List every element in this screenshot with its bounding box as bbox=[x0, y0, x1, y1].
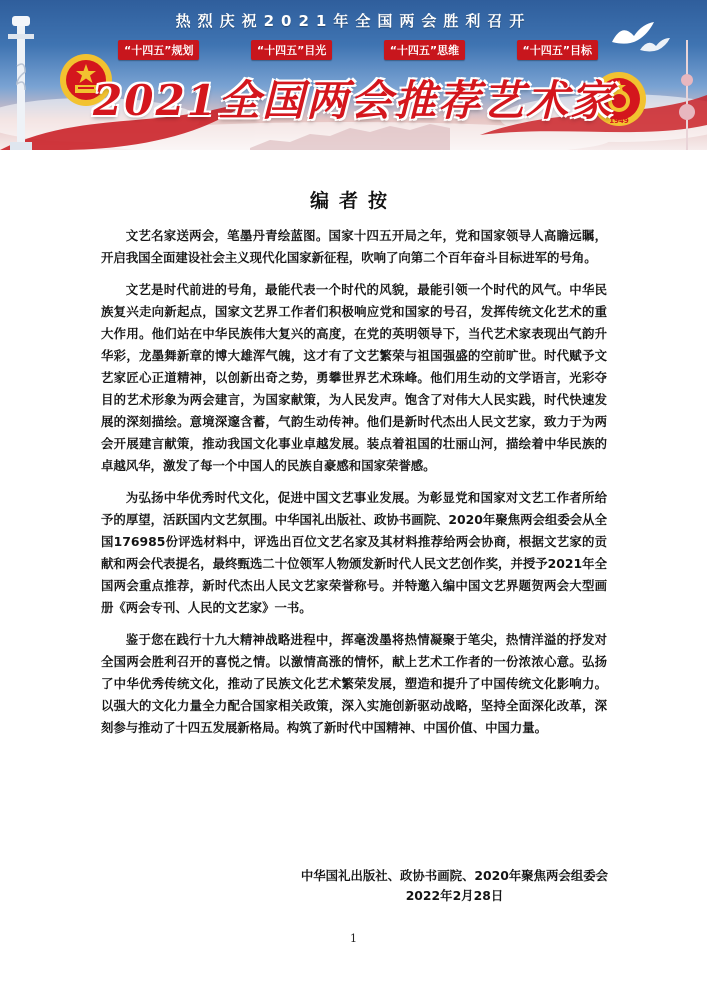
tag-vision: “十四五”目光 bbox=[251, 40, 332, 60]
signoff bbox=[301, 866, 608, 906]
tag-goal: “十四五”目标 bbox=[517, 40, 598, 60]
banner-title: 2021全国两会推荐艺术家 bbox=[93, 76, 614, 125]
header-banner bbox=[0, 0, 707, 150]
page-number: 1 bbox=[350, 932, 357, 945]
signoff-organizations: 中华国礼出版社、政协书画院、2020年聚焦两会组委会 bbox=[300, 868, 608, 883]
tag-thinking: “十四五”思维 bbox=[384, 40, 465, 60]
paragraph-4: 鉴于您在践行十九大精神战略进程中，挥毫泼墨将热情凝聚于笔尖，热情洋溢的抒发对全国两会胜利召开的喜悦之情。以激情高涨的情怀，献上艺术工作者的一份浓浓心意。弘扬了中华优秀传统文化，推动了民族文化艺术繁荣发展，塑造和提升了中国传统文化影响力。以强大的文化力量全力配合国家相关政策，深入实施创新驱动战略，坚持全面深化改革，深刻参与推动了十四五发展新格局。构筑了新时代中国精神、中国价值、中国力量。 bbox=[101, 632, 607, 735]
tag-plan: “十四五”规划 bbox=[118, 40, 199, 60]
celebration-line: 热烈庆祝2021年全国两会胜利召开 bbox=[175, 12, 532, 30]
page-heading: 编者按 bbox=[309, 190, 397, 212]
editor-note-body bbox=[101, 225, 607, 749]
banner-tags bbox=[118, 40, 598, 60]
paragraph-3: 为弘扬中华优秀时代文化，促进中国文艺事业发展。为彰显党和国家对文艺工作者所给予的厚望，活跃国内文艺氛围。中华国礼出版社、政协书画院、2020年聚焦两会组委会从全国176985份评选材料中，评选出百位文艺名家及其材料推荐给两会协商，根据文艺家的贡献和两会代表提名，最终甄选二十位领军人物颁发新时代人民文艺创作奖，并授予2021年全国两会重点推荐，新时代杰出人民文艺家荣誉称号。并特邀入编中国文艺界题贺两会大型画册《两会专刊、人民的文艺家》一书。 bbox=[101, 490, 607, 615]
paragraph-1: 文艺名家送两会，笔墨丹青绘蓝图。国家十四五开局之年，党和国家领导人高瞻远瞩，开启我国全面建设社会主义现代化国家新征程，吹响了向第二个百年奋斗目标进军的号角。 bbox=[101, 228, 607, 265]
signoff-date: 2022年2月28日 bbox=[405, 888, 504, 903]
paragraph-2: 文艺是时代前进的号角，最能代表一个时代的风貌，最能引领一个时代的风气。中华民族复兴走向新起点，国家文艺界工作者们积极响应党和国家的号召，发挥传统文化艺术的重大作用。他们站在中华民族伟大复兴的高度，在党的英明领导下，当代艺术家表现出气韵升华彩，龙墨舞新章的博大雄浑气魄，这才有了文艺繁荣与祖国强盛的空前旷世。时代赋予文艺家匠心正道精神，以创新出奇之势，勇攀世界艺术珠峰。他们用生动的文学语言，光彩夺目的艺术形象为两会建言，为国家献策，为人民发声。饱含了对伟大人民实践，时代快速发展的深刻描绘。意境深邃含蓄，气韵生动传神。他们是新时代杰出人民文艺家，致力于为两会开展建言献策，推动我国文化事业卓越发展。装点着祖国的壮丽山河，描绘着中华民族的卓越风华，激发了每一个中国人的民族自豪感和国家荣誉感。 bbox=[101, 282, 607, 473]
emblem-label: 1949 bbox=[609, 117, 629, 125]
